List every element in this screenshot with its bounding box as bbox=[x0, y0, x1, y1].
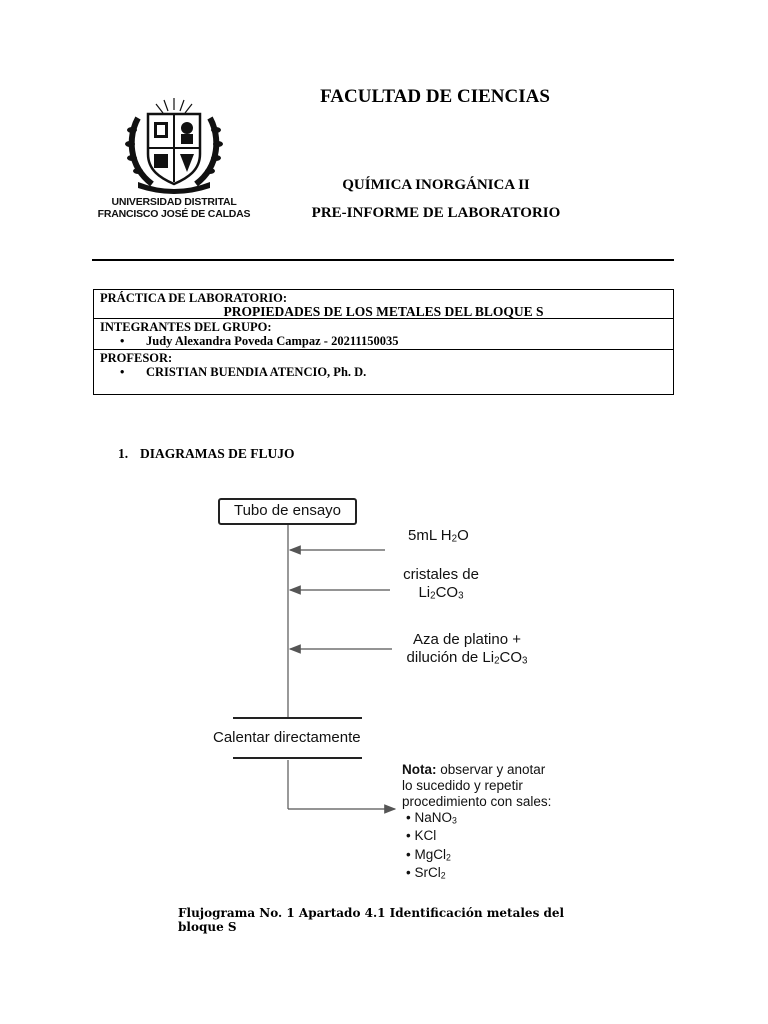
professor-label: PROFESOR: bbox=[100, 351, 173, 365]
practice-label: PRÁCTICA DE LABORATORIO: bbox=[100, 291, 288, 305]
salt-item: • NaNO$_3$ bbox=[406, 810, 457, 826]
salt-item: • MgCl$_2$ bbox=[406, 846, 451, 862]
professor-name: CRISTIAN BUENDIA ATENCIO, Ph. D. bbox=[146, 365, 367, 379]
bullet-icon: • bbox=[120, 334, 125, 348]
input-crystals: cristales de $Li_2CO_3$ bbox=[403, 566, 479, 602]
member-name: Judy Alexandra Poveda Campaz - 20211150035 bbox=[146, 334, 399, 348]
salt-item: • KCl bbox=[406, 828, 437, 844]
note-label: Nota: bbox=[402, 762, 437, 777]
input-water: 5mL $H_2O$ bbox=[408, 527, 469, 545]
section-title: DIAGRAMAS DE FLUJO bbox=[140, 446, 295, 461]
input-platinum-loop: Aza de platino + dilución de $Li_2CO_3$ bbox=[406, 631, 528, 667]
faculty-title: FACULTAD DE CIENCIAS bbox=[320, 86, 550, 107]
course-title: QUÍMICA INORGÁNICA II bbox=[342, 177, 530, 193]
note-block: Nota: observar y anotar lo sucedido y repetir procedimiento con sales: • NaNO$_3$ • KCl • MgCl$_2$ • SrCl$_2$ bbox=[402, 762, 551, 883]
flowchart-caption: Flujograma No. 1 Apartado 4.1 Identificación metales del bloque S bbox=[178, 906, 565, 934]
practice-title: PROPIEDADES DE LOS METALES DEL BLOQUE S bbox=[223, 304, 544, 319]
start-box-tubo: Tubo de ensayo bbox=[218, 498, 357, 525]
university-name-line2: FRANCISCO JOSÉ DE CALDAS bbox=[97, 208, 251, 220]
report-type: PRE-INFORME DE LABORATORIO bbox=[311, 205, 561, 221]
members-label: INTEGRANTES DEL GRUPO: bbox=[100, 320, 272, 334]
bullet-icon: • bbox=[120, 365, 125, 379]
step-heat-directly: Calentar directamente bbox=[213, 729, 361, 746]
section-number: 1. bbox=[118, 446, 129, 461]
university-name-line1: UNIVERSIDAD DISTRITAL bbox=[111, 196, 237, 208]
salt-item: • SrCl$_2$ bbox=[406, 864, 446, 881]
